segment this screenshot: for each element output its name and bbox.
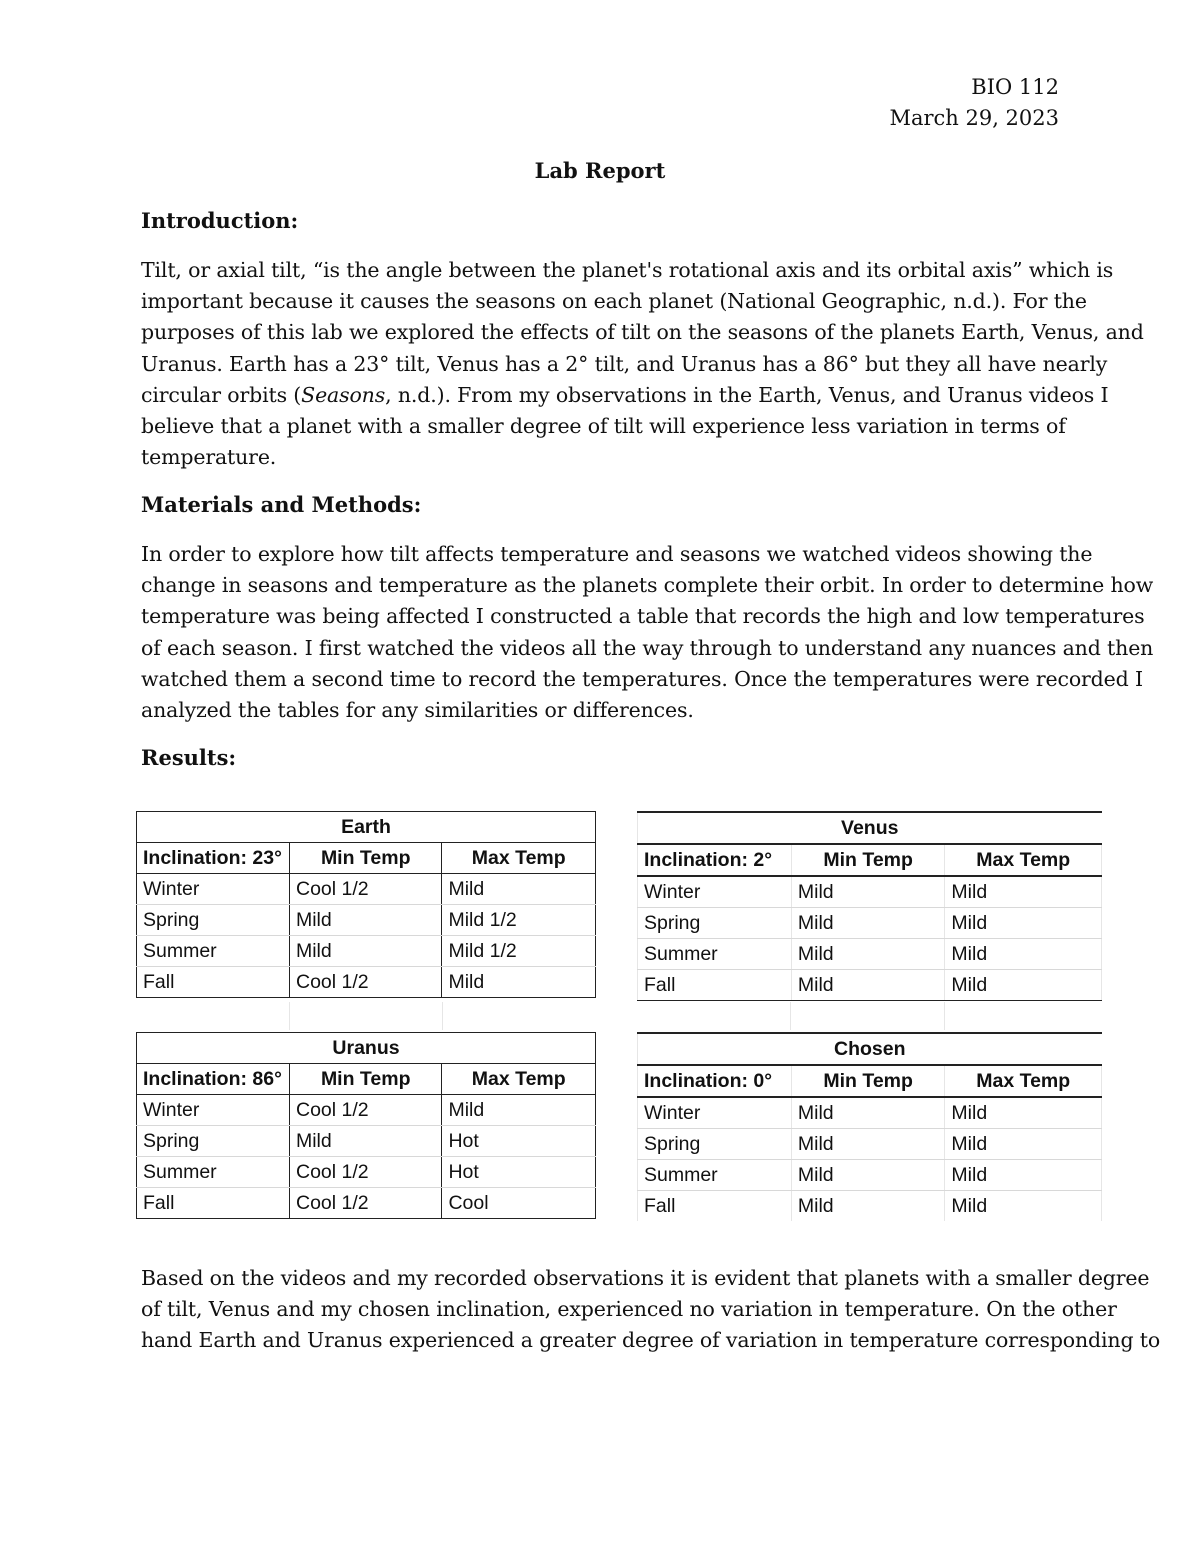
- table-spacer: [136, 1002, 1102, 1030]
- table-cell: Mild: [945, 1191, 1102, 1222]
- table-row: [137, 874, 596, 905]
- table-cell: Cool: [442, 1188, 596, 1219]
- table-cell: Winter: [137, 874, 290, 905]
- table-cell: Mild: [289, 936, 441, 967]
- paragraph-line: Based on the videos and my recorded observations it is evident that planets with a smaller degree: [141, 1266, 1150, 1290]
- table-row: [638, 1191, 1102, 1222]
- table-cell: Mild: [791, 1191, 945, 1222]
- paragraph-line: believe that a planet with a smaller degree of tilt will experience less variation in terms of: [141, 414, 1066, 439]
- table-cell: Mild: [791, 1160, 945, 1191]
- table-cell: Winter: [638, 876, 792, 908]
- table-cell: Winter: [137, 1095, 290, 1126]
- table-cell: Summer: [137, 1157, 290, 1188]
- table-cell: Mild: [945, 1097, 1102, 1129]
- table-row: [137, 967, 596, 998]
- methods-heading: Materials and Methods:: [141, 492, 422, 517]
- table-row: [137, 1095, 596, 1126]
- introduction-paragraph: [141, 255, 1144, 473]
- table-cell: Mild: [791, 1097, 945, 1129]
- paragraph-line: change in seasons and temperature as the planets complete their orbit. In order to determine how: [141, 573, 1154, 598]
- table-cell: Fall: [638, 1191, 792, 1222]
- paragraph-line: of tilt, Venus and my chosen inclination, experienced no variation in temperature. On the other: [141, 1297, 1117, 1322]
- earth-table: [136, 811, 596, 998]
- table-cell: Fall: [137, 1188, 290, 1219]
- column-header: Min Temp: [289, 1064, 441, 1095]
- table-caption: Earth: [137, 812, 596, 843]
- paragraph-line: hand Earth and Uranus experienced a greater degree of variation in temperature corresponding to: [141, 1328, 1161, 1353]
- table-row: [137, 1157, 596, 1188]
- table-row: [137, 1126, 596, 1157]
- table-cell: Hot: [442, 1126, 596, 1157]
- paragraph-line: temperature.: [141, 445, 277, 470]
- paragraph-line: Uranus. Earth has a 23° tilt, Venus has a 2° tilt, and Uranus has a 86° but they all have nearly: [141, 351, 1108, 376]
- table-cell: Mild 1/2: [442, 905, 596, 936]
- results-paragraph: [141, 1263, 1161, 1357]
- column-header: Min Temp: [791, 844, 945, 876]
- table-caption: Venus: [638, 812, 1102, 844]
- column-header: Inclination: 86°: [137, 1064, 290, 1095]
- column-header: Min Temp: [289, 843, 441, 874]
- table-cell: Summer: [638, 939, 792, 970]
- report-date: March 29, 2023: [889, 106, 1059, 130]
- column-header: Inclination: 0°: [638, 1065, 792, 1097]
- table-cell: Mild: [442, 874, 596, 905]
- table-cell: Mild: [945, 970, 1102, 1001]
- table-row: [638, 876, 1102, 908]
- table-cell: Cool 1/2: [289, 1095, 441, 1126]
- column-header: Max Temp: [945, 844, 1102, 876]
- table-cell: Mild: [791, 908, 945, 939]
- table-cell: Fall: [137, 967, 290, 998]
- table-cell: Mild: [289, 905, 441, 936]
- table-cell: Cool 1/2: [289, 874, 441, 905]
- table-cell: Mild: [442, 967, 596, 998]
- table-cell: Mild: [945, 1160, 1102, 1191]
- table-cell: Fall: [638, 970, 792, 1001]
- table-cell: Mild: [945, 939, 1102, 970]
- table-cell: Mild: [791, 970, 945, 1001]
- table-row: [638, 1160, 1102, 1191]
- table-cell: Mild: [945, 1129, 1102, 1160]
- table-cell: Mild: [289, 1126, 441, 1157]
- citation-title: Seasons: [301, 382, 386, 407]
- table-row: [137, 1188, 596, 1219]
- paragraph-line: watched them a second time to record the temperatures. Once the temperatures were recorded I: [141, 666, 1143, 691]
- column-header: Max Temp: [945, 1065, 1102, 1097]
- paragraph-line: analyzed the tables for any similarities or differences.: [141, 698, 694, 723]
- table-cell: Cool 1/2: [289, 967, 441, 998]
- column-header: Max Temp: [442, 843, 596, 874]
- table-row: [137, 905, 596, 936]
- table-row: [137, 936, 596, 967]
- table-caption: Uranus: [137, 1033, 596, 1064]
- results-heading: Results:: [141, 745, 237, 770]
- table-cell: Spring: [137, 1126, 290, 1157]
- table-cell: Spring: [638, 908, 792, 939]
- column-header: Inclination: 2°: [638, 844, 792, 876]
- table-cell: Cool 1/2: [289, 1157, 441, 1188]
- table-row: [638, 1129, 1102, 1160]
- table-cell: Summer: [638, 1160, 792, 1191]
- paragraph-line: purposes of this lab we explored the effects of tilt on the seasons of the planets Earth, Venus, and: [141, 320, 1144, 345]
- table-row: [638, 908, 1102, 939]
- paragraph-line: In order to explore how tilt affects temperature and seasons we watched videos showing the: [141, 542, 1093, 566]
- table-row: [638, 970, 1102, 1001]
- table-cell: Winter: [638, 1097, 792, 1129]
- column-header: Min Temp: [791, 1065, 945, 1097]
- methods-paragraph: [141, 539, 1154, 726]
- table-row: [638, 1097, 1102, 1129]
- course-code: BIO 112: [971, 75, 1059, 99]
- column-header: Max Temp: [442, 1064, 596, 1095]
- paragraph-line: Tilt, or axial tilt, “is the angle between the planet's rotational axis and its orbital axis” which is: [141, 258, 1114, 282]
- table-cell: Cool 1/2: [289, 1188, 441, 1219]
- table-row: [638, 939, 1102, 970]
- paragraph-line: important because it causes the seasons on each planet (National Geographic, n.d.). For the: [141, 289, 1087, 314]
- paragraph-line: temperature was being affected I constructed a table that records the high and low temperatures: [141, 604, 1145, 629]
- table-cell: Mild: [791, 876, 945, 908]
- table-cell: Mild: [791, 939, 945, 970]
- table-cell: Mild 1/2: [442, 936, 596, 967]
- table-cell: Summer: [137, 936, 290, 967]
- document-title: Lab Report: [534, 158, 666, 183]
- document-header: [889, 72, 1059, 134]
- table-cell: Hot: [442, 1157, 596, 1188]
- venus-table: [637, 811, 1102, 1001]
- paragraph-line: of each season. I first watched the videos all the way through to understand any nuances and then: [141, 635, 1154, 660]
- table-cell: Mild: [442, 1095, 596, 1126]
- introduction-heading: Introduction:: [141, 208, 299, 233]
- paragraph-line: [141, 380, 1109, 411]
- table-cell: Mild: [945, 876, 1102, 908]
- citation-suffix: , n.d.). From my observations in the Earth, Venus, and Uranus videos I: [385, 382, 1109, 407]
- chosen-table: [637, 1032, 1102, 1221]
- uranus-table: [136, 1032, 596, 1219]
- table-caption: Chosen: [638, 1033, 1102, 1065]
- column-header: Inclination: 23°: [137, 843, 290, 874]
- citation-prefix: circular orbits (: [141, 382, 302, 407]
- table-cell: Mild: [791, 1129, 945, 1160]
- table-cell: Spring: [638, 1129, 792, 1160]
- table-cell: Mild: [945, 908, 1102, 939]
- table-cell: Spring: [137, 905, 290, 936]
